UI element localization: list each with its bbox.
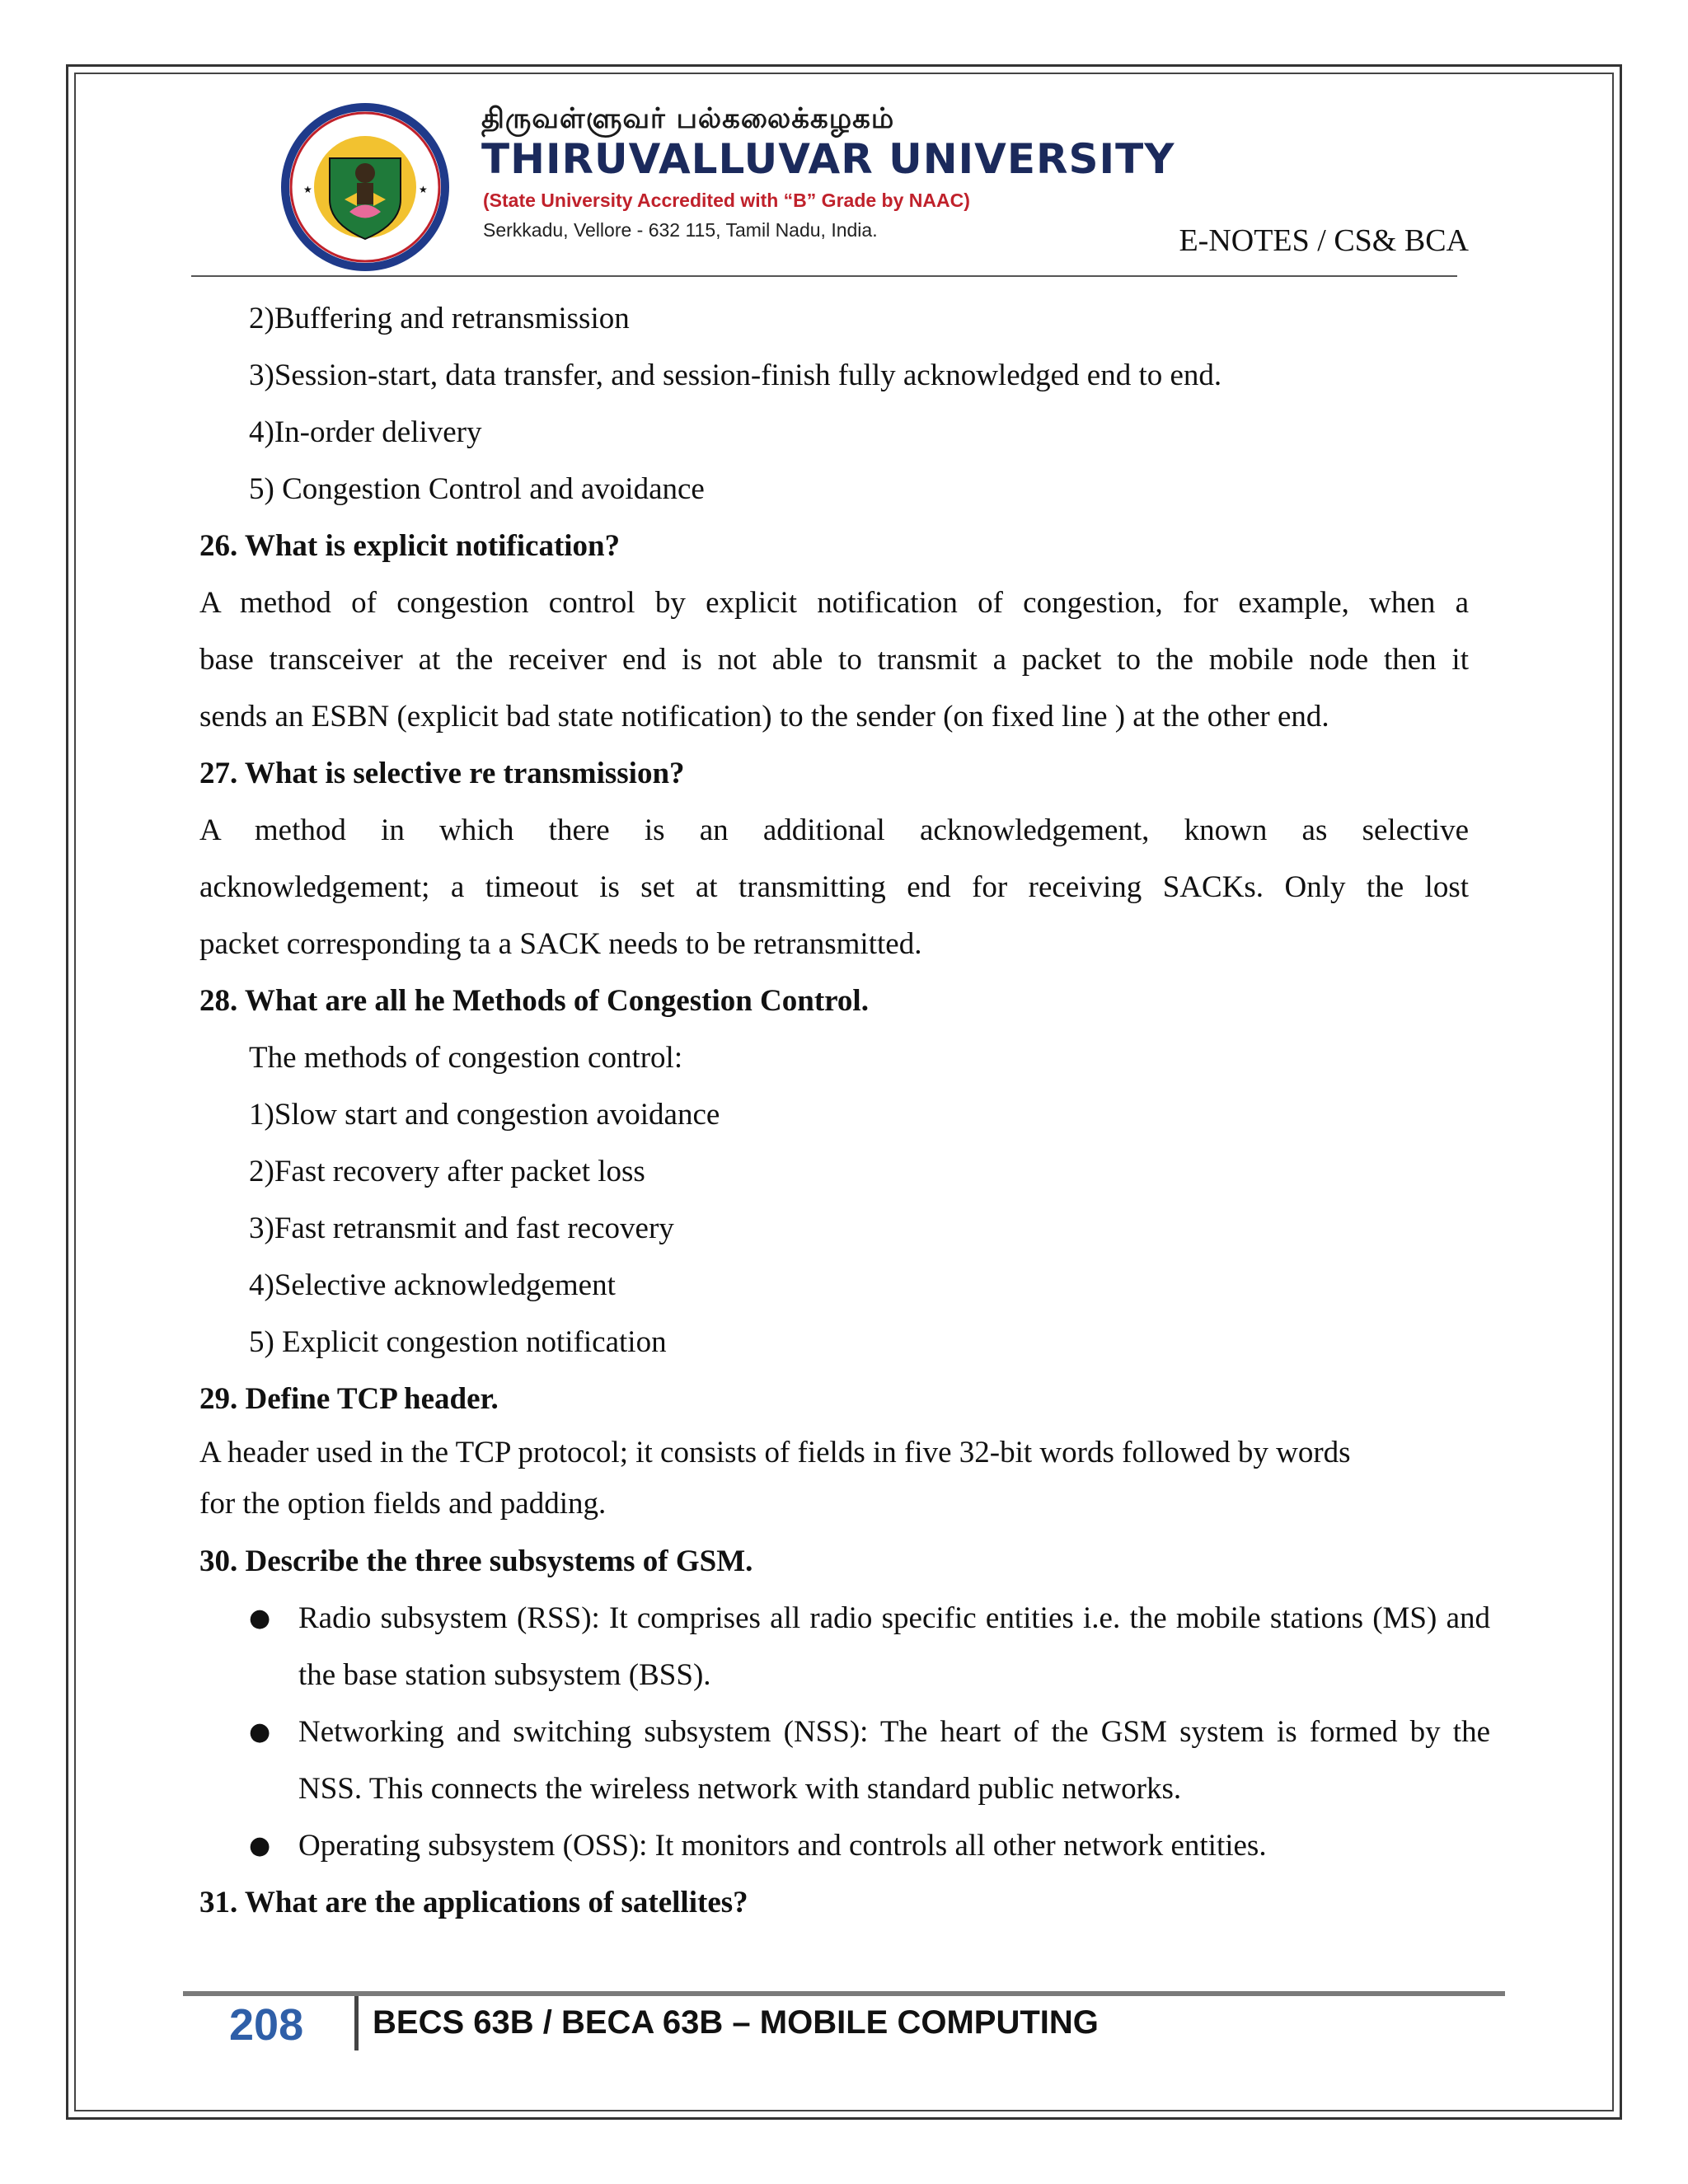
course-title: BECS 63B / BECA 63B – MOBILE COMPUTING xyxy=(373,2004,1099,2041)
answer-line: acknowledgement; a timeout is set at transmitting end for receiving SACKs. Only the lost xyxy=(199,870,1469,904)
bullet-icon: ● xyxy=(249,1604,271,1633)
accreditation-text: (State University Accredited with “B” Grade by NAAC) xyxy=(483,190,970,211)
question-29: 29. Define TCP header. xyxy=(199,1382,499,1416)
answer-line: A method in which there is an additional acknowledgement, known as selective xyxy=(199,813,1469,847)
list-item: 5) Explicit congestion notification xyxy=(249,1325,667,1359)
bullet-icon: ● xyxy=(249,1718,271,1746)
bullet-text: Radio subsystem (RSS): It comprises all radio specific entities i.e. the mobile stations (MS) and the base station subsystem (BSS). xyxy=(298,1601,1490,1692)
answer-line: for the option fields and padding. xyxy=(199,1487,607,1521)
question-26: 26. What is explicit notification? xyxy=(199,529,621,563)
question-30: 30. Describe the three subsystems of GSM. xyxy=(199,1544,753,1578)
answer-line: sends an ESBN (explicit bad state notification) to the sender (on fixed line ) at the other end. xyxy=(199,700,1329,733)
answer-line: base transceiver at the receiver end is not able to transmit a packet to the mobile node then it xyxy=(199,643,1469,677)
bullet-text: Networking and switching subsystem (NSS): The heart of the GSM system is formed by the NSS. This connects the wireless network with standard public networks. xyxy=(298,1715,1490,1806)
answer-line: A method of congestion control by explicit notification of congestion, for example, when a xyxy=(199,586,1469,620)
question-31: 31. What are the applications of satellites? xyxy=(199,1886,748,1919)
list-item xyxy=(199,1704,1490,1817)
list-item xyxy=(199,1590,1490,1704)
question-27: 27. What is selective re transmission? xyxy=(199,757,685,790)
list-intro: The methods of congestion control: xyxy=(249,1041,683,1075)
university-address: Serkkadu, Vellore - 632 115, Tamil Nadu, India. xyxy=(483,219,878,241)
list-item: 1)Slow start and congestion avoidance xyxy=(249,1098,720,1132)
university-logo xyxy=(279,101,452,274)
bullet-text: Operating subsystem (OSS): It monitors and controls all other network entities. xyxy=(298,1829,1267,1863)
list-item: 3)Fast retransmit and fast recovery xyxy=(249,1212,674,1245)
question-28: 28. What are all he Methods of Congestion Control. xyxy=(199,984,869,1018)
svg-text:★: ★ xyxy=(303,184,312,195)
page-number: 208 xyxy=(229,2000,304,2050)
header-divider xyxy=(191,275,1457,277)
page-content xyxy=(199,290,1490,1931)
answer-line: packet corresponding ta a SACK needs to be retransmitted. xyxy=(199,927,922,961)
list-item: 2)Buffering and retransmission xyxy=(249,302,630,335)
answer-line: A header used in the TCP protocol; it consists of fields in five 32-bit words followed by words xyxy=(199,1436,1351,1469)
list-item: 2)Fast recovery after packet loss xyxy=(249,1155,645,1188)
university-tamil-name: திருவள்ளுவர் பல்கலைக்கழகம் xyxy=(481,102,895,135)
list-item: 3)Session-start, data transfer, and session-finish fully acknowledged end to end. xyxy=(249,359,1222,392)
list-item: 4)Selective acknowledgement xyxy=(249,1268,616,1302)
list-item: 4)In-order delivery xyxy=(249,415,482,449)
footer-separator xyxy=(354,1996,359,2050)
gsm-subsystem-list xyxy=(199,1590,1490,1874)
bullet-icon: ● xyxy=(249,1831,271,1860)
university-name: THIRUVALLUVAR UNIVERSITY xyxy=(481,135,1175,183)
list-item: 5) Congestion Control and avoidance xyxy=(249,472,705,506)
svg-text:★: ★ xyxy=(419,184,428,195)
list-item xyxy=(199,1817,1490,1874)
document-label: E-NOTES / CS& BCA xyxy=(1179,223,1469,258)
footer-divider xyxy=(183,1991,1505,1996)
